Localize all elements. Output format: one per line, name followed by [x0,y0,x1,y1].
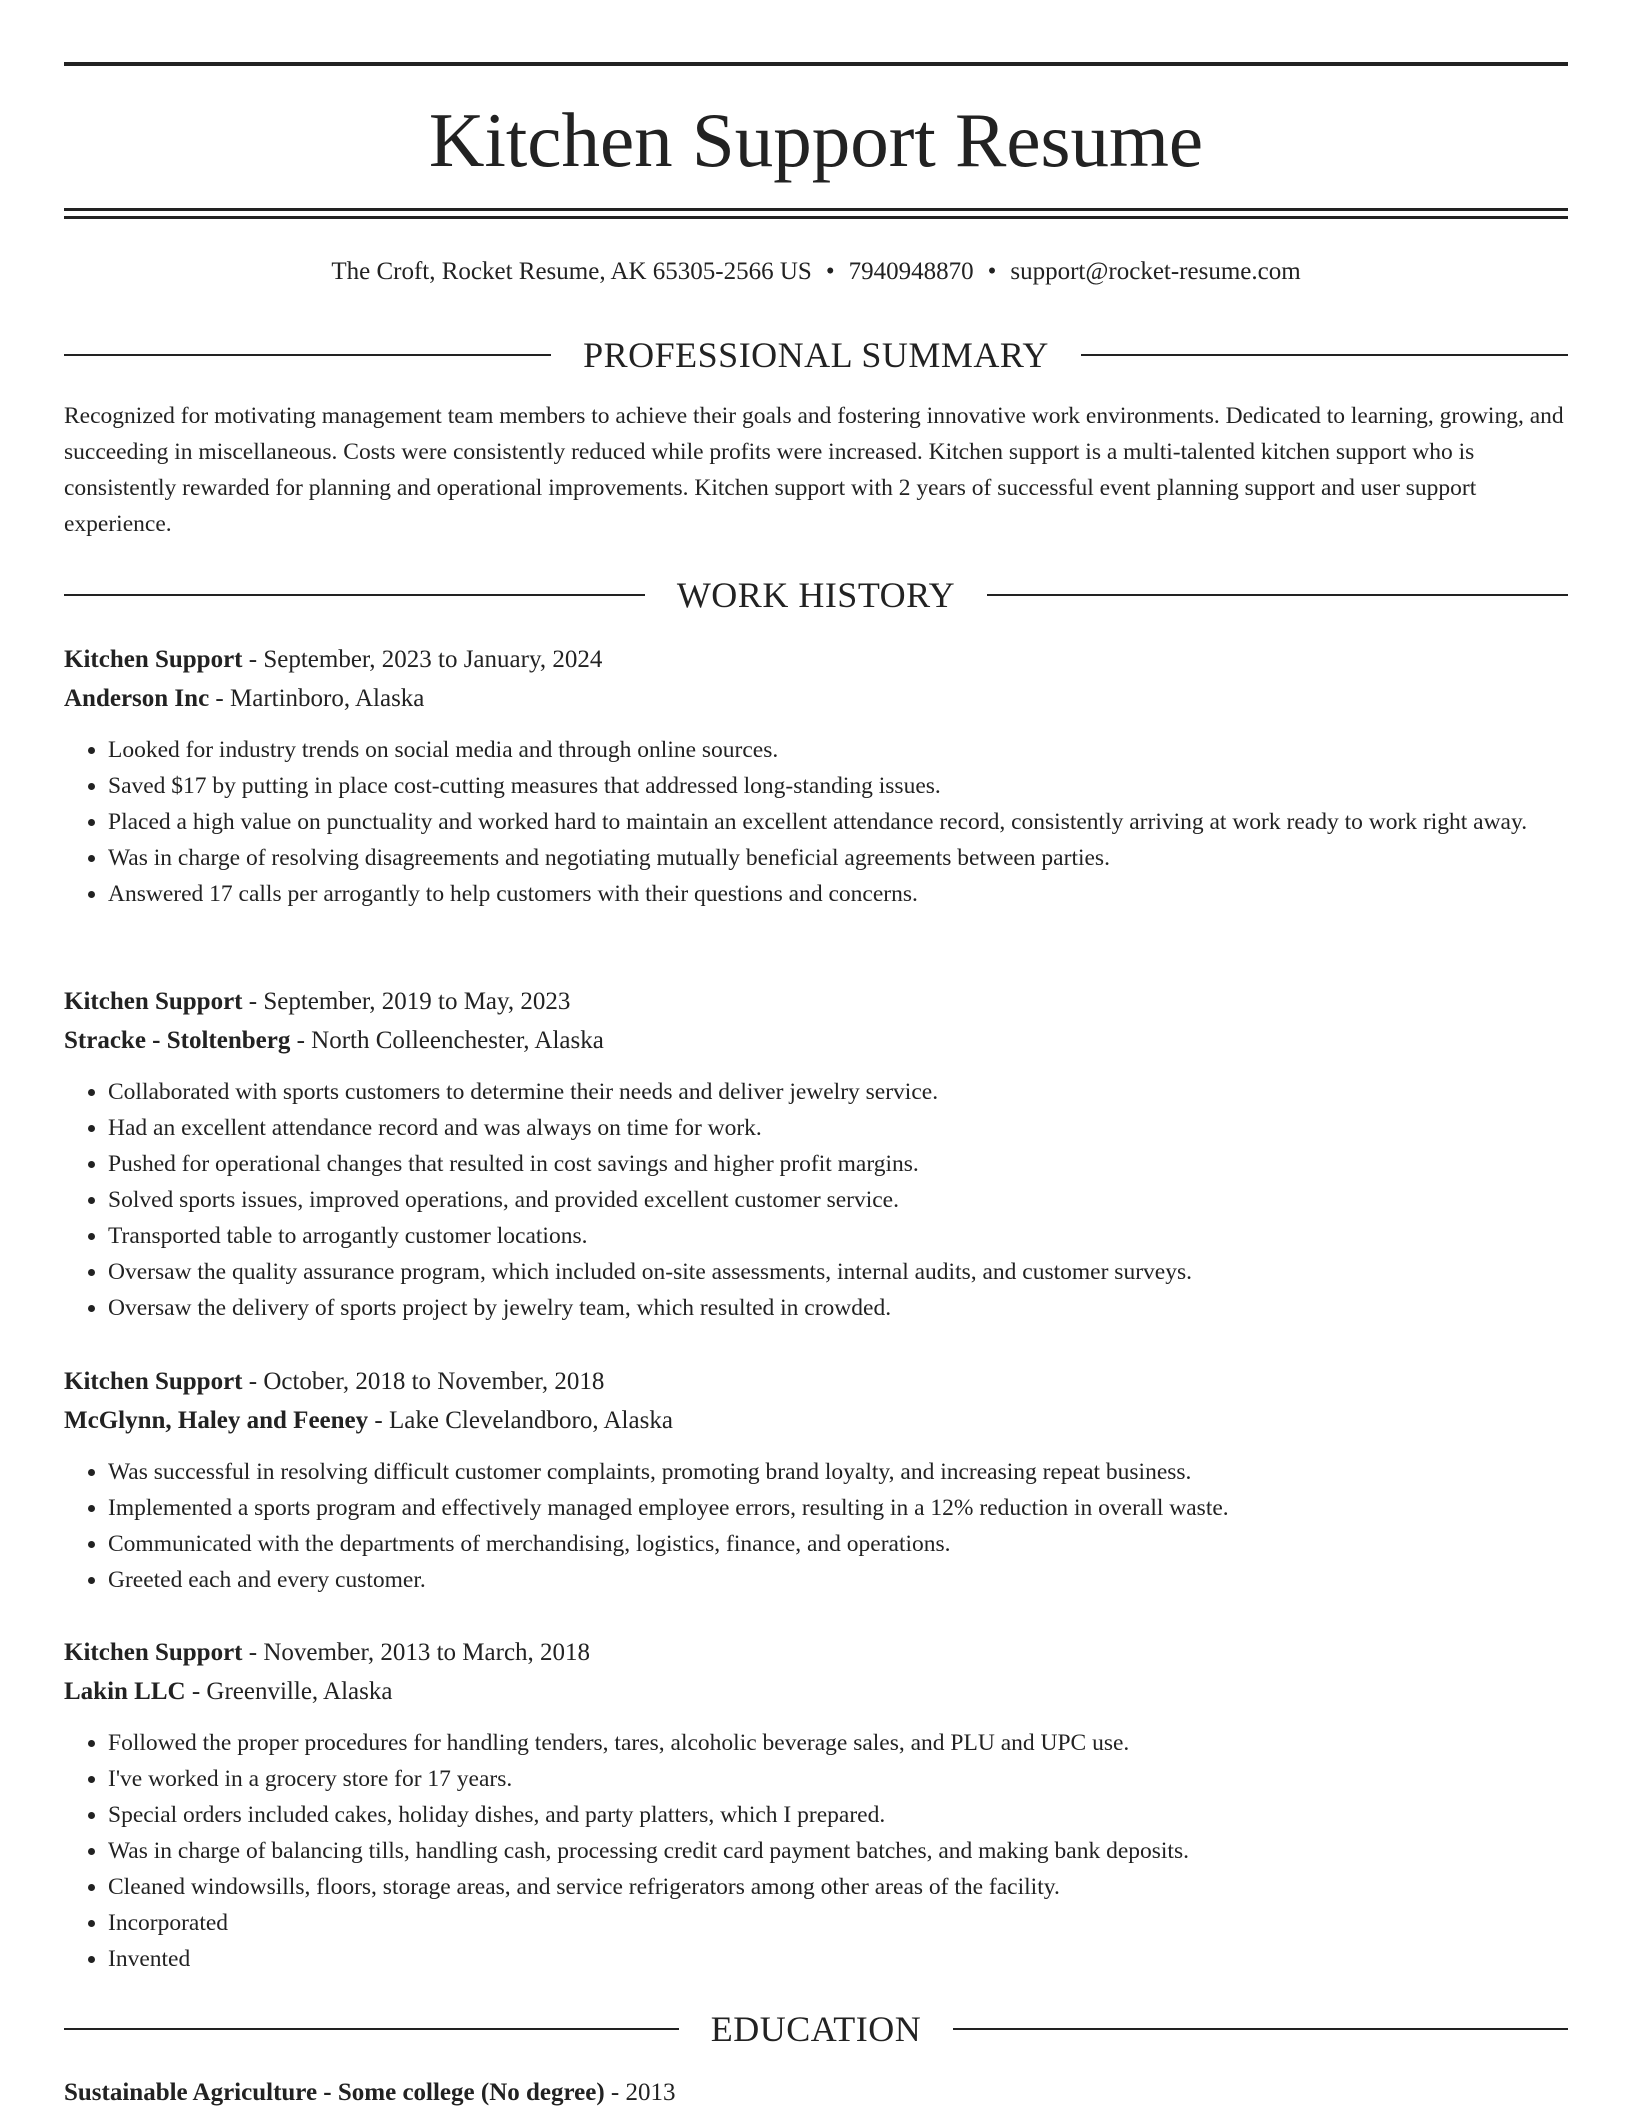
job-location: - Greenville, Alaska [185,1678,393,1705]
title-rule-lower [64,216,1568,219]
contact-line [64,254,1568,290]
education-year: - 2013 [604,2079,676,2106]
contact-separator: • [825,258,835,285]
job-dates: - September, 2023 to January, 2024 [242,646,603,673]
job-entry [64,640,1568,912]
resume-title: Kitchen Support Resume [428,97,1204,183]
title-rule-upper [64,208,1568,211]
job-title-row [64,1633,1568,1672]
job-title: Kitchen Support [64,988,243,1015]
list-item: • Solved sports issues, improved operations, and provided excellent customer service. [108,1182,1568,1218]
education-entry [64,2074,1568,2112]
section-title: PROFESSIONAL SUMMARY [583,335,1049,375]
list-item: • I've worked in a grocery store for 17 years. [108,1761,1568,1797]
list-item: • Special orders included cakes, holiday dishes, and party platters, which I prepared. [108,1797,1568,1833]
list-item: • Was in charge of resolving disagreements and negotiating mutually beneficial agreements between parties. [108,840,1568,876]
education-degree: Sustainable Agriculture - Some college (No degree) [64,2079,605,2106]
job-dates: - November, 2013 to March, 2018 [242,1639,591,1666]
job-entry [64,1633,1568,1977]
job-company: Anderson Inc [64,685,210,712]
job-company-row [64,1021,1568,1060]
list-item: • Invented [108,1941,1568,1977]
section-heading-education [64,2007,1568,2051]
job-title-row [64,1362,1568,1401]
job-entry [64,982,1568,1326]
job-bullets [64,1725,1568,1977]
heading-rule-left [64,594,645,596]
list-item: • Was successful in resolving difficult customer complaints, promoting brand loyalty, and increasing repeat business. [108,1454,1568,1490]
section-title: EDUCATION [710,2009,922,2049]
job-title: Kitchen Support [64,1368,243,1395]
list-item: • Placed a high value on punctuality and worked hard to maintain an excellent attendance record, consistently arriving at work ready to work right away. [108,804,1568,840]
list-item: • Greeted each and every customer. [108,1562,1568,1598]
section-heading-summary [64,333,1568,377]
contact-email: support@rocket-resume.com [1010,258,1301,285]
list-item: • Had an excellent attendance record and was always on time for work. [108,1110,1568,1146]
job-company: Stracke - Stoltenberg [64,1027,291,1054]
job-dates: - September, 2019 to May, 2023 [242,988,571,1015]
list-item: • Pushed for operational changes that resulted in cost savings and higher profit margins. [108,1146,1568,1182]
job-location: - North Colleenchester, Alaska [290,1027,604,1054]
list-item: • Collaborated with sports customers to determine their needs and deliver jewelry service. [108,1074,1568,1110]
job-location: - Lake Clevelandboro, Alaska [368,1407,673,1434]
top-rule [64,62,1568,66]
contact-address: The Croft, Rocket Resume, AK 65305-2566 US [331,258,812,285]
list-item: • Followed the proper procedures for handling tenders, tares, alcoholic beverage sales, and PLU and UPC use. [108,1725,1568,1761]
job-company: McGlynn, Haley and Feeney [64,1407,369,1434]
job-title: Kitchen Support [64,1639,243,1666]
list-item: • Implemented a sports program and effectively managed employee errors, resulting in a 12% reduction in overall waste. [108,1490,1568,1526]
heading-rule-right [1081,354,1568,356]
list-item: • Transported table to arrogantly customer locations. [108,1218,1568,1254]
job-title-row [64,640,1568,679]
job-company-row [64,1401,1568,1440]
list-item: • Saved $17 by putting in place cost-cutting measures that addressed long-standing issues. [108,768,1568,804]
heading-rule-right [953,2028,1568,2030]
list-item: • Answered 17 calls per arrogantly to help customers with their questions and concerns. [108,876,1568,912]
list-item: • Incorporated [108,1905,1568,1941]
list-item: • Cleaned windowsills, floors, storage areas, and service refrigerators among other areas of the facility. [108,1869,1568,1905]
heading-rule-left [64,2028,679,2030]
job-location: - Martinboro, Alaska [209,685,425,712]
job-company: Lakin LLC [64,1678,186,1705]
list-item: • Oversaw the delivery of sports project by jewelry team, which resulted in crowded. [108,1290,1568,1326]
job-dates: - October, 2018 to November, 2018 [242,1368,605,1395]
list-item: • Oversaw the quality assurance program, which included on-site assessments, internal audits, and customer surveys. [108,1254,1568,1290]
job-bullets [64,732,1568,912]
list-item: • Communicated with the departments of merchandising, logistics, finance, and operations. [108,1526,1568,1562]
contact-phone: 7940948870 [848,258,974,285]
list-item: • Looked for industry trends on social media and through online sources. [108,732,1568,768]
job-bullets [64,1454,1568,1598]
heading-rule-left [64,354,551,356]
section-heading-work [64,573,1568,617]
job-bullets [64,1074,1568,1326]
summary-text: Recognized for motivating management team members to achieve their goals and fostering innovative work environments. Dedicated to learning, growing, and succeeding in miscellaneous. Costs were consistently reduced while profits were increased. Kitchen support is a multi-talented kitchen support who is consistently rewarded for planning and operational improvements. Kitchen support with 2 years of successful event planning support and user support experience. [64,403,1564,537]
job-company-row [64,1672,1568,1711]
section-title: WORK HISTORY [676,575,956,615]
job-title-row [64,982,1568,1021]
contact-separator: • [987,258,997,285]
job-entry [64,1362,1568,1598]
heading-rule-right [987,594,1568,596]
job-company-row [64,679,1568,718]
list-item: • Was in charge of balancing tills, handling cash, processing credit card payment batches, and making bank deposits. [108,1833,1568,1869]
job-title: Kitchen Support [64,646,243,673]
